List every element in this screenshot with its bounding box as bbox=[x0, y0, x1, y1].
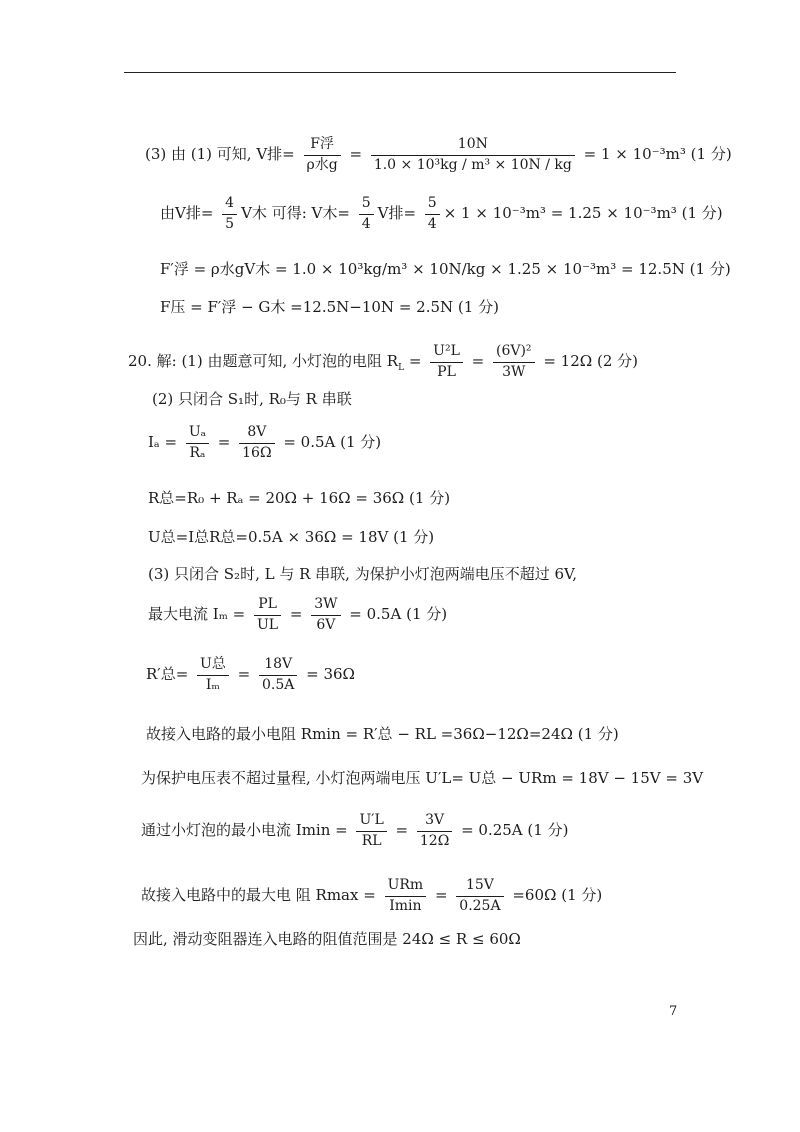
score: (1 分) bbox=[340, 433, 382, 451]
fraction: $\frac{\text{U²L}}{PL}$ bbox=[430, 343, 463, 381]
fraction: $\frac{8V}{16\Omega}$ bbox=[239, 424, 274, 462]
q20-line-13: 因此, 滑动变阻器连入电路的阻值范围是 24Ω ≤ R ≤ 60Ω bbox=[133, 930, 521, 948]
score: (1 分) bbox=[690, 145, 732, 163]
fraction: $\frac{18V}{0.5A}$ bbox=[259, 656, 297, 694]
q20-line-8: R′总= $\frac{\text{U总}}{\text{Iₘ}}$ = $\frac{18V}{0.5A}$ = 36Ω bbox=[146, 656, 355, 693]
page-number: 7 bbox=[669, 1004, 678, 1019]
part3-line-1: (3) 由 (1) 可知, V排= $\frac{\text{F浮}}{\text{ρ水g}}$ = $\frac{10N}{\text{1.0 × 10³kg / m³ × 10N / kg}}$ = 1 × 10⁻³m³ (1 分) bbox=[145, 136, 732, 173]
q20-line-11: 通过小灯泡的最小电流 Imin = $\frac{U'L}{RL}$ = $\frac{3V}{12\Omega}$ = 0.25A (1 分) bbox=[141, 812, 569, 849]
fraction: $\frac{\text{Uₐ}}{\text{Rₐ}}$ bbox=[186, 424, 209, 462]
part3-prefix: (3) 由 (1) 可知, bbox=[145, 145, 257, 163]
score: (2 分) bbox=[596, 352, 638, 370]
q20-line-3: Iₐ = $\frac{\text{Uₐ}}{\text{Rₐ}}$ = $\frac{8V}{16\Omega}$ = 0.5A (1 分) bbox=[148, 424, 382, 461]
fraction: $\frac{4}{5}$ bbox=[222, 195, 237, 233]
score: (1 分) bbox=[406, 605, 448, 623]
score: (1 分) bbox=[681, 204, 723, 222]
fraction: $\frac{PL}{UL}$ bbox=[254, 596, 281, 634]
score: (1 分) bbox=[409, 489, 451, 507]
part3-line-3: F′浮 = ρ水gV木 = 1.0 × 10³kg/m³ × 10N/kg × 1.25 × 10⁻³m³ = 12.5N (1 分) bbox=[160, 260, 731, 278]
score: (1 分) bbox=[457, 298, 499, 316]
part3-lhs: V排= bbox=[256, 145, 300, 163]
fraction: $\frac{15V}{0.25A}$ bbox=[456, 877, 503, 915]
score: (1 分) bbox=[561, 886, 603, 904]
score: (1 分) bbox=[689, 260, 731, 278]
q20-line-4: R总=R₀ + Rₐ = 20Ω + 16Ω = 36Ω (1 分) bbox=[148, 489, 451, 507]
q20-line-12: 故接入电路中的最大电 阻 Rmax = $\frac{\text{URm}}{Imin}$ = $\frac{15V}{0.25A}$ =60Ω (1 分) bbox=[141, 877, 603, 914]
q20-line-10: 为保护电压表不超过量程, 小灯泡两端电压 U′L= U总 − URm = 18V − 15V = 3V bbox=[141, 769, 704, 787]
q20-line-7: 最大电流 Iₘ = $\frac{PL}{UL}$ = $\frac{3W}{6V}$ = 0.5A (1 分) bbox=[148, 596, 448, 633]
header-rule bbox=[124, 72, 676, 73]
fraction: $\frac{\text{F浮}}{\text{ρ水g}}$ bbox=[304, 136, 341, 174]
fraction: $\frac{10N}{\text{1.0 × 10³kg / m³ × 10N / kg}}$ bbox=[371, 136, 575, 174]
q20-line-1: 20. 解: (1) 由题意可知, 小灯泡的电阻 $R_L$ = $\frac{\text{U²L}}{PL}$ = $\frac{\text{(6V)²}}{3W}$ = 12Ω (2 分) bbox=[128, 343, 638, 380]
fraction: $\frac{3V}{12\Omega}$ bbox=[417, 812, 452, 850]
score: (1 分) bbox=[527, 821, 569, 839]
fraction: $\frac{\text{U总}}{\text{Iₘ}}$ bbox=[197, 656, 229, 694]
score: (1 分) bbox=[577, 725, 619, 743]
fraction: $\frac{3W}{6V}$ bbox=[311, 596, 340, 634]
fraction: $\frac{U'L}{RL}$ bbox=[356, 812, 386, 850]
q20-line-9: 故接入电路的最小电阻 Rmin = R′总 − RL =36Ω−12Ω=24Ω (1 分) bbox=[146, 725, 619, 743]
fraction: $\frac{5}{4}$ bbox=[425, 195, 440, 233]
q20-line-6: (3) 只闭合 S₂时, L 与 R 串联, 为保护小灯泡两端电压不超过 6V, bbox=[148, 565, 577, 583]
part3-line-2: 由V排= $\frac{4}{5}$ V木 可得: V木= $\frac{5}{4}$ V排= $\frac{5}{4}$ × 1 × 10⁻³m³ = 1.25 × 10⁻³m³ (1 分) bbox=[160, 195, 723, 232]
q20-line-5: U总=I总R总=0.5A × 36Ω = 18V (1 分) bbox=[148, 528, 435, 546]
part3-line-4: F压 = F′浮 − G木 =12.5N−10N = 2.5N (1 分) bbox=[160, 298, 499, 316]
score: (1 分) bbox=[393, 528, 435, 546]
fraction: $\frac{\text{(6V)²}}{3W}$ bbox=[493, 343, 535, 381]
fraction: $\frac{5}{4}$ bbox=[359, 195, 374, 233]
fraction: $\frac{\text{URm}}{Imin}$ bbox=[385, 877, 427, 915]
q20-line-2: (2) 只闭合 S₁时, R₀与 R 串联 bbox=[152, 390, 352, 408]
